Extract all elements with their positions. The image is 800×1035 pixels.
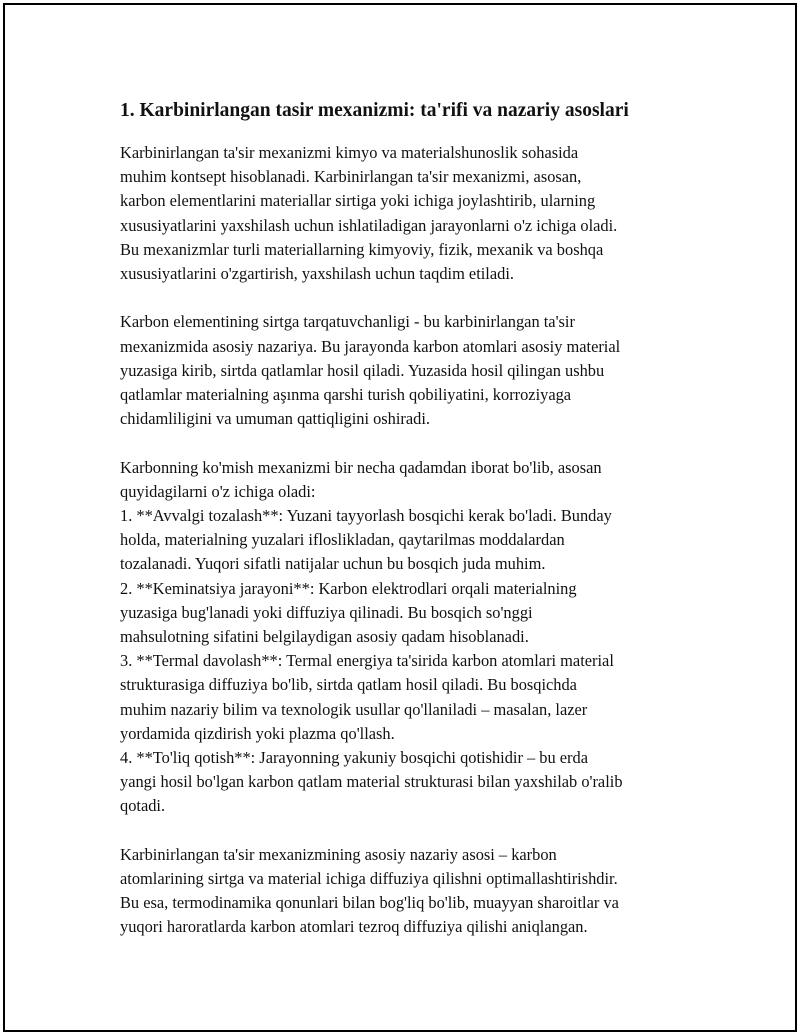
paragraph-line: muhim nazariy bilim va texnologik usullar qo'llaniladi – masalan, lazer bbox=[120, 699, 588, 719]
paragraph-line: Karbonning ko'mish mexanizmi bir necha qadamdan iborat bo'lib, asosan bbox=[120, 457, 602, 477]
paragraph-line: chidamliligini va umuman qattiqligini oshiradi. bbox=[120, 409, 431, 429]
paragraph-line: strukturasiga diffuziya bo'lib, sirtda qatlam hosil qiladi. Bu bosqichda bbox=[120, 675, 577, 695]
paragraph-line: qotadi. bbox=[120, 796, 166, 816]
paragraph-line: karbon elementlarini materiallar sirtiga yoki ichiga joylashtirib, ularning bbox=[120, 191, 596, 211]
paragraph-line: Karbinirlangan ta'sir mexanizmining asosiy nazariy asosi – karbon bbox=[120, 844, 557, 864]
paragraph-line: muhim kontsept hisoblanadi. Karbinirlangan ta'sir mexanizmi, asosan, bbox=[120, 167, 582, 187]
paragraph-list bbox=[120, 141, 690, 940]
paragraph-line: yuzasiga bug'lanadi yoki diffuziya qilinadi. Bu bosqich so'nggi bbox=[120, 602, 533, 622]
paragraph-line: 2. **Keminatsiya jarayoni**: Karbon elektrodlari orqali materialning bbox=[120, 578, 577, 598]
paragraph-line: atomlarining sirtga va material ichiga diffuziya qilishni optimallashtirishdir. bbox=[120, 869, 618, 889]
paragraph-line: Bu mexanizmlar turli materiallarning kimyoviy, fizik, mexanik va boshqa bbox=[120, 239, 604, 259]
body-paragraph bbox=[120, 310, 690, 431]
paragraph-line: yordamida qizdirish yoki plazma qo'llash. bbox=[120, 723, 395, 743]
paragraph-line: holda, materialning yuzalari ifloslikladan, qaytarilmas moddalardan bbox=[120, 530, 565, 550]
paragraph-line: 1. **Avvalgi tozalash**: Yuzani tayyorlash bosqichi kerak bo'ladi. Bunday bbox=[120, 506, 612, 526]
body-paragraph bbox=[120, 843, 690, 940]
paragraph-line: Bu esa, termodinamika qonunlari bilan bog'liq bo'lib, muayyan sharoitlar va bbox=[120, 893, 619, 913]
paragraph-line: 3. **Termal davolash**: Termal energiya ta'sirida karbon atomlari material bbox=[120, 651, 614, 671]
section-title: 1. Karbinirlangan tasir mexanizmi: ta'rifi va nazariy asoslari bbox=[120, 100, 629, 121]
paragraph-line: yuzasiga kirib, sirtda qatlamlar hosil qiladi. Yuzasida hosil qilingan ushbu bbox=[120, 360, 605, 380]
paragraph-line: Karbon elementining sirtga tarqatuvchanligi - bu karbinirlangan ta'sir bbox=[120, 312, 575, 332]
paragraph-line: mahsulotning sifatini belgilaydigan asosiy qadam hisoblanadi. bbox=[120, 627, 529, 647]
paragraph-line: yuqori haroratlarda karbon atomlari tezroq diffuziya qilishi aniqlangan. bbox=[120, 917, 588, 937]
paragraph-line: quyidagilarni o'z ichiga oladi: bbox=[120, 481, 316, 501]
paragraph-line: yangi hosil bo'lgan karbon qatlam material strukturasi bilan yaxshilab o'ralib bbox=[120, 772, 623, 792]
paragraph-line: Karbinirlangan ta'sir mexanizmi kimyo va materialshunoslik sohasida bbox=[120, 143, 579, 162]
paragraph-line: qatlamlar materialning aşınma qarshi turish qobiliyatini, korroziyaga bbox=[120, 385, 572, 405]
paragraph-line: mexanizmida asosiy nazariya. Bu jarayonda karbon atomlari asosiy material bbox=[120, 336, 621, 356]
paragraph-line: 4. **To'liq qotish**: Jarayonning yakuniy bosqichi qotishidir – bu erda bbox=[120, 748, 588, 768]
document-content bbox=[120, 97, 690, 964]
paragraph-line: xususiyatlarini o'zgartirish, yaxshilash uchun taqdim etiladi. bbox=[120, 264, 514, 284]
body-paragraph bbox=[120, 456, 690, 819]
document-page bbox=[3, 3, 797, 1032]
paragraph-line: tozalanadi. Yuqori sifatli natijalar uchun bu bosqich juda muhim. bbox=[120, 554, 546, 574]
paragraph-line: xususiyatlarini yaxshilash uchun ishlatiladigan jarayonlarni o'z ichiga oladi. bbox=[120, 215, 618, 235]
body-paragraph bbox=[120, 141, 690, 286]
